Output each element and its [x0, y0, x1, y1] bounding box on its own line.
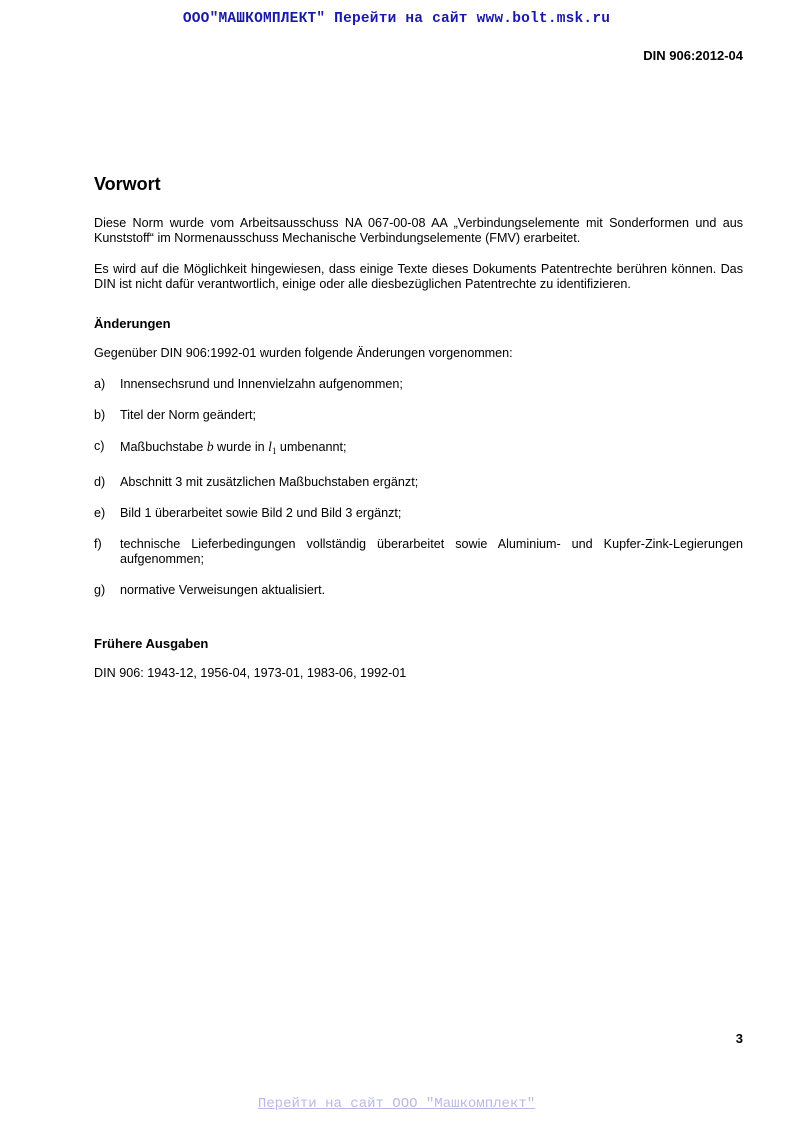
list-item-letter: e)	[94, 506, 106, 520]
list-item-letter: g)	[94, 583, 106, 597]
aenderungen-intro: Gegenüber DIN 906:1992-01 wurden folgende Änderungen vorgenommen:	[94, 346, 513, 360]
text-segment: umbenannt;	[276, 440, 347, 454]
list-item-letter: d)	[94, 475, 106, 489]
list-item-text	[120, 439, 743, 459]
vorwort-paragraph-2: Es wird auf die Möglichkeit hingewiesen, dass einige Texte dieses Dokuments Patentrechte berühren können. Das DIN ist nicht dafür verantwortlich, einige oder alle diesbezüglichen Patentrechte zu identifizieren.	[94, 262, 743, 291]
symbol-l: l	[268, 439, 272, 454]
vorwort-paragraph-1: Diese Norm wurde vom Arbeitsausschuss NA 067-00-08 AA „Verbindungselemente mit Sonderformen und aus Kunststoff“ im Normenausschuss Mechanische Verbindungselemente (FMV) erarbeitet.	[94, 216, 743, 245]
text-segment: wurde in	[213, 440, 269, 454]
aenderungen-heading: Änderungen	[94, 316, 171, 331]
list-item-letter: a)	[94, 377, 106, 391]
list-item	[94, 408, 743, 423]
list-item	[94, 475, 743, 490]
changes-list	[94, 377, 743, 598]
list-item	[94, 583, 743, 598]
list-item	[94, 439, 743, 459]
fruehere-ausgaben-text: DIN 906: 1943-12, 1956-04, 1973-01, 1983-06, 1992-01	[94, 666, 407, 680]
vorwort-title: Vorwort	[94, 174, 161, 194]
list-item-letter: b)	[94, 408, 106, 422]
document-id: DIN 906:2012-04	[643, 48, 743, 63]
bottom-site-link[interactable]: Перейти на сайт ООО "Машкомплект"	[257, 1096, 536, 1112]
page-number: 3	[735, 1031, 743, 1046]
symbol-subscript: 1	[271, 446, 277, 456]
list-item-text: technische Lieferbedingungen vollständig überarbeitet sowie Aluminium- und Kupfer-Zink-Legierungen aufgenommen;	[120, 537, 743, 566]
list-item-text: Abschnitt 3 mit zusätzlichen Maßbuchstaben ergänzt;	[120, 475, 419, 489]
list-item-letter: c)	[94, 439, 105, 453]
symbol-b: b	[206, 439, 214, 454]
text-segment: Maßbuchstabe	[120, 440, 207, 454]
list-item	[94, 377, 743, 392]
list-item-text: Titel der Norm geändert;	[120, 408, 257, 422]
list-item-text: Innensechsrund und Innenvielzahn aufgenommen;	[120, 377, 403, 391]
document-body	[94, 173, 743, 681]
list-item	[94, 506, 743, 521]
list-item-text: Bild 1 überarbeitet sowie Bild 2 und Bild 3 ergänzt;	[120, 506, 402, 520]
fruehere-ausgaben-heading: Frühere Ausgaben	[94, 636, 209, 651]
top-site-link[interactable]: ООО"МАШКОМПЛЕКТ" Перейти на сайт www.bolt.msk.ru	[182, 11, 611, 27]
list-item-text: normative Verweisungen aktualisiert.	[120, 583, 326, 597]
list-item-letter: f)	[94, 537, 102, 551]
list-item	[94, 537, 743, 567]
